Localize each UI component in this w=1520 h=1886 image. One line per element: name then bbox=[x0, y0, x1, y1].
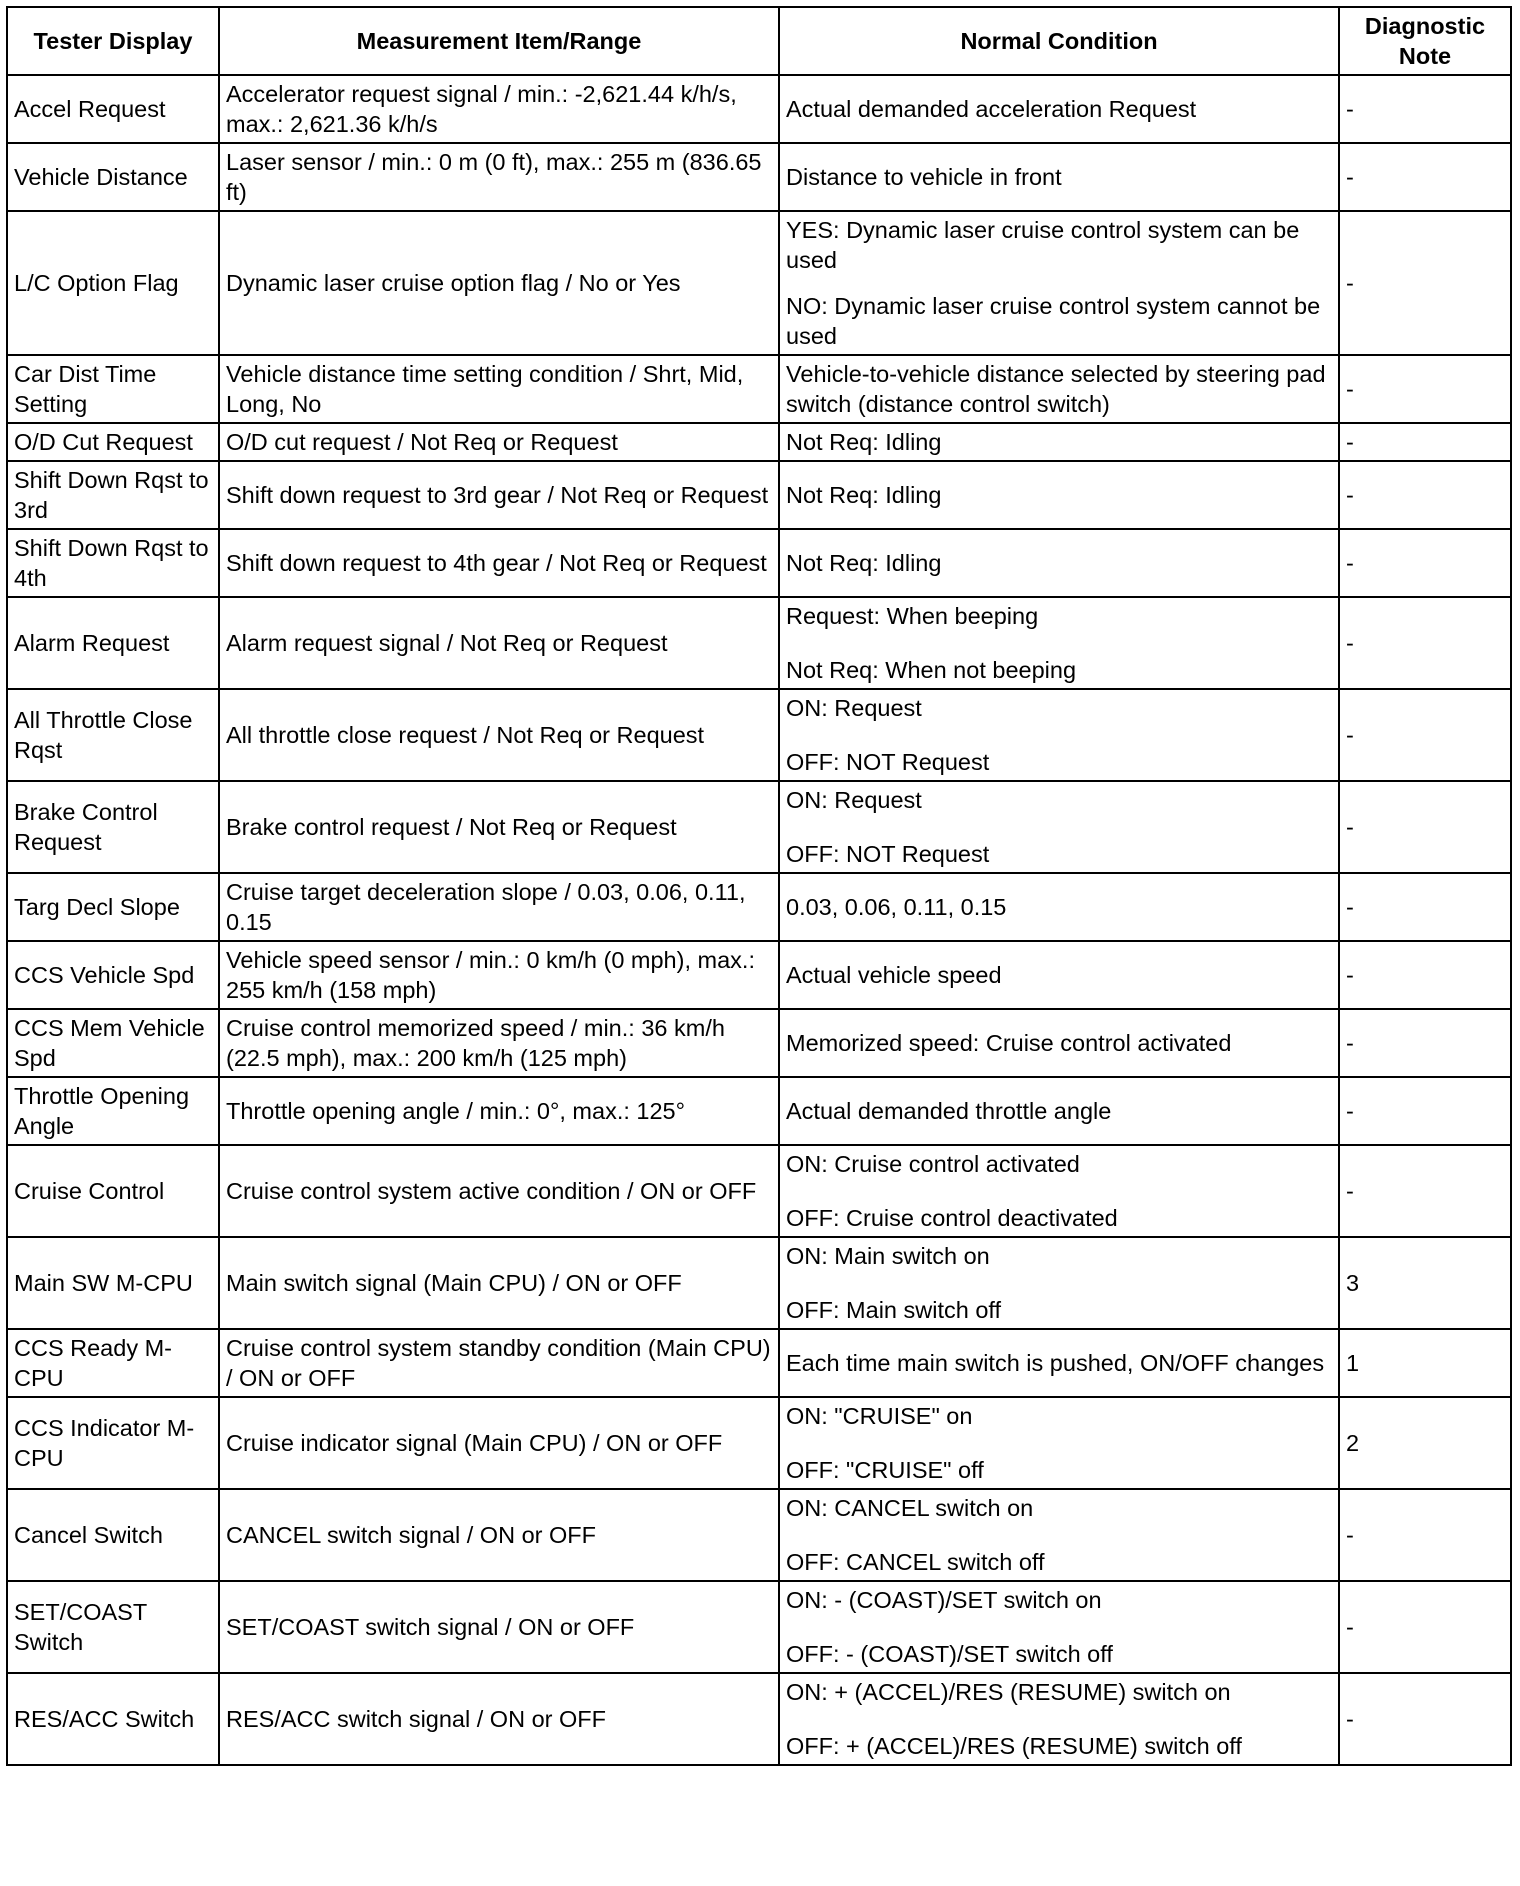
table-row bbox=[7, 1329, 1511, 1397]
tester-display-cell: Vehicle Distance bbox=[7, 143, 219, 211]
normal-condition-text: OFF: Main switch off bbox=[786, 1297, 1002, 1323]
normal-condition-cell bbox=[779, 1145, 1339, 1237]
header-diagnostic-note: Diagnostic Note bbox=[1339, 7, 1511, 75]
header-row bbox=[7, 7, 1511, 75]
tester-display-cell: Car Dist Time Setting bbox=[7, 355, 219, 423]
table-row bbox=[7, 529, 1511, 597]
measurement-cell: O/D cut request / Not Req or Request bbox=[219, 423, 779, 461]
normal-condition-text: Actual vehicle speed bbox=[786, 962, 1002, 988]
measurement-cell: Accelerator request signal / min.: -2,621.44 k/h/s, max.: 2,621.36 k/h/s bbox=[219, 75, 779, 143]
tester-display-cell: Accel Request bbox=[7, 75, 219, 143]
normal-condition-text: Not Req: When not beeping bbox=[786, 657, 1077, 683]
normal-condition-text: ON: Request bbox=[786, 695, 922, 721]
tester-display-cell: Cancel Switch bbox=[7, 1489, 219, 1581]
tester-display-cell: L/C Option Flag bbox=[7, 211, 219, 355]
normal-condition-cell bbox=[779, 211, 1339, 355]
tester-display-cell: O/D Cut Request bbox=[7, 423, 219, 461]
diagnostic-note-cell: 2 bbox=[1339, 1397, 1511, 1489]
tester-display-cell: Shift Down Rqst to 3rd bbox=[7, 461, 219, 529]
measurement-cell: Shift down request to 4th gear / Not Req or Request bbox=[219, 529, 779, 597]
measurement-cell: Cruise control system active condition / ON or OFF bbox=[219, 1145, 779, 1237]
tester-display-cell: Main SW M-CPU bbox=[7, 1237, 219, 1329]
tester-display-cell: CCS Vehicle Spd bbox=[7, 941, 219, 1009]
tester-display-cell: Throttle Opening Angle bbox=[7, 1077, 219, 1145]
table-row bbox=[7, 461, 1511, 529]
diagnostic-note-cell: - bbox=[1339, 1009, 1511, 1077]
table-row bbox=[7, 1673, 1511, 1765]
diagnostic-note-cell: - bbox=[1339, 689, 1511, 781]
table-row bbox=[7, 1489, 1511, 1581]
normal-condition-cell bbox=[779, 143, 1339, 211]
normal-condition-text: OFF: "CRUISE" off bbox=[786, 1457, 984, 1483]
measurement-cell: Alarm request signal / Not Req or Request bbox=[219, 597, 779, 689]
table-row bbox=[7, 355, 1511, 423]
normal-condition-text: Vehicle-to-vehicle distance selected by steering pad switch (distance control switch) bbox=[786, 361, 1326, 417]
normal-condition-text: Not Req: Idling bbox=[786, 550, 942, 576]
normal-condition-text: YES: Dynamic laser cruise control system can be used bbox=[786, 217, 1300, 273]
normal-condition-text: ON: Request bbox=[786, 787, 922, 813]
normal-condition-text: Each time main switch is pushed, ON/OFF changes bbox=[786, 1350, 1325, 1376]
table-row bbox=[7, 1581, 1511, 1673]
normal-condition-cell bbox=[779, 1489, 1339, 1581]
diagnostic-note-cell: - bbox=[1339, 423, 1511, 461]
normal-condition-cell bbox=[779, 1329, 1339, 1397]
normal-condition-cell bbox=[779, 689, 1339, 781]
tester-display-cell: SET/COAST Switch bbox=[7, 1581, 219, 1673]
normal-condition-cell bbox=[779, 873, 1339, 941]
diagnostic-note-cell: - bbox=[1339, 529, 1511, 597]
normal-condition-text: ON: + (ACCEL)/RES (RESUME) switch on bbox=[786, 1679, 1231, 1705]
normal-condition-cell bbox=[779, 1581, 1339, 1673]
header-normal-condition: Normal Condition bbox=[779, 7, 1339, 75]
table-row bbox=[7, 1237, 1511, 1329]
normal-condition-cell bbox=[779, 529, 1339, 597]
tester-display-cell: CCS Ready M-CPU bbox=[7, 1329, 219, 1397]
table-row bbox=[7, 597, 1511, 689]
normal-condition-text: Not Req: Idling bbox=[786, 482, 942, 508]
diagnostic-note-cell: - bbox=[1339, 597, 1511, 689]
diagnostic-note-cell: - bbox=[1339, 1581, 1511, 1673]
normal-condition-cell bbox=[779, 1009, 1339, 1077]
tester-display-cell: All Throttle Close Rqst bbox=[7, 689, 219, 781]
normal-condition-cell bbox=[779, 1237, 1339, 1329]
normal-condition-cell bbox=[779, 461, 1339, 529]
tester-display-cell: RES/ACC Switch bbox=[7, 1673, 219, 1765]
diagnostic-note-cell: - bbox=[1339, 1489, 1511, 1581]
normal-condition-text: Distance to vehicle in front bbox=[786, 164, 1062, 190]
measurement-cell: Dynamic laser cruise option flag / No or Yes bbox=[219, 211, 779, 355]
normal-condition-cell bbox=[779, 941, 1339, 1009]
measurement-cell: Cruise target deceleration slope / 0.03, 0.06, 0.11, 0.15 bbox=[219, 873, 779, 941]
normal-condition-text: Request: When beeping bbox=[786, 603, 1039, 629]
tester-display-cell: CCS Indicator M-CPU bbox=[7, 1397, 219, 1489]
diagnostic-note-cell: - bbox=[1339, 143, 1511, 211]
table-row bbox=[7, 1145, 1511, 1237]
table-row bbox=[7, 1009, 1511, 1077]
measurement-cell: SET/COAST switch signal / ON or OFF bbox=[219, 1581, 779, 1673]
normal-condition-text: OFF: Cruise control deactivated bbox=[786, 1205, 1118, 1231]
table-row bbox=[7, 1397, 1511, 1489]
tester-display-cell: Brake Control Request bbox=[7, 781, 219, 873]
measurement-cell: Laser sensor / min.: 0 m (0 ft), max.: 255 m (836.65 ft) bbox=[219, 143, 779, 211]
measurement-cell: Cruise indicator signal (Main CPU) / ON or OFF bbox=[219, 1397, 779, 1489]
normal-condition-text: OFF: - (COAST)/SET switch off bbox=[786, 1641, 1113, 1667]
table-row bbox=[7, 873, 1511, 941]
diagnostic-note-cell: - bbox=[1339, 1145, 1511, 1237]
normal-condition-text: ON: Cruise control activated bbox=[786, 1151, 1080, 1177]
diagnostic-note-cell: - bbox=[1339, 873, 1511, 941]
diagnostic-note-cell: - bbox=[1339, 1673, 1511, 1765]
table-body bbox=[7, 75, 1511, 1765]
measurement-cell: Vehicle speed sensor / min.: 0 km/h (0 mph), max.: 255 km/h (158 mph) bbox=[219, 941, 779, 1009]
table-row bbox=[7, 781, 1511, 873]
normal-condition-cell bbox=[779, 1673, 1339, 1765]
normal-condition-text: ON: Main switch on bbox=[786, 1243, 990, 1269]
diagnostic-note-cell: - bbox=[1339, 461, 1511, 529]
tester-display-cell: Cruise Control bbox=[7, 1145, 219, 1237]
diagnostic-note-cell: 1 bbox=[1339, 1329, 1511, 1397]
measurement-cell: Cruise control memorized speed / min.: 36 km/h (22.5 mph), max.: 200 km/h (125 mph) bbox=[219, 1009, 779, 1077]
normal-condition-text: ON: CANCEL switch on bbox=[786, 1495, 1034, 1521]
header-measurement: Measurement Item/Range bbox=[219, 7, 779, 75]
diagnostic-note-cell: - bbox=[1339, 941, 1511, 1009]
tester-display-cell: Alarm Request bbox=[7, 597, 219, 689]
data-list-table bbox=[6, 6, 1512, 1766]
measurement-cell: Vehicle distance time setting condition / Shrt, Mid, Long, No bbox=[219, 355, 779, 423]
normal-condition-text: Not Req: Idling bbox=[786, 429, 942, 455]
tester-display-cell: Shift Down Rqst to 4th bbox=[7, 529, 219, 597]
normal-condition-text: NO: Dynamic laser cruise control system cannot be used bbox=[786, 293, 1321, 349]
measurement-cell: Shift down request to 3rd gear / Not Req or Request bbox=[219, 461, 779, 529]
table-row bbox=[7, 211, 1511, 355]
normal-condition-text: Actual demanded acceleration Request bbox=[786, 96, 1197, 122]
normal-condition-text: Actual demanded throttle angle bbox=[786, 1098, 1112, 1124]
diagnostic-note-cell: - bbox=[1339, 355, 1511, 423]
normal-condition-cell bbox=[779, 1077, 1339, 1145]
normal-condition-cell bbox=[779, 75, 1339, 143]
normal-condition-cell bbox=[779, 597, 1339, 689]
normal-condition-cell bbox=[779, 355, 1339, 423]
normal-condition-text: ON: "CRUISE" on bbox=[786, 1403, 973, 1429]
normal-condition-text: Memorized speed: Cruise control activated bbox=[786, 1030, 1232, 1056]
header-tester-display: Tester Display bbox=[7, 7, 219, 75]
measurement-cell: RES/ACC switch signal / ON or OFF bbox=[219, 1673, 779, 1765]
diagnostic-note-cell: - bbox=[1339, 781, 1511, 873]
normal-condition-text: 0.03, 0.06, 0.11, 0.15 bbox=[786, 894, 1007, 920]
normal-condition-text: OFF: + (ACCEL)/RES (RESUME) switch off bbox=[786, 1733, 1242, 1759]
measurement-cell: Throttle opening angle / min.: 0°, max.: 125° bbox=[219, 1077, 779, 1145]
measurement-cell: All throttle close request / Not Req or Request bbox=[219, 689, 779, 781]
diagnostic-note-cell: - bbox=[1339, 75, 1511, 143]
measurement-cell: Brake control request / Not Req or Request bbox=[219, 781, 779, 873]
table-row bbox=[7, 1077, 1511, 1145]
diagnostic-note-cell: - bbox=[1339, 211, 1511, 355]
table-row bbox=[7, 941, 1511, 1009]
normal-condition-cell bbox=[779, 781, 1339, 873]
normal-condition-text: ON: - (COAST)/SET switch on bbox=[786, 1587, 1102, 1613]
normal-condition-cell bbox=[779, 423, 1339, 461]
diagnostic-note-cell: 3 bbox=[1339, 1237, 1511, 1329]
measurement-cell: Main switch signal (Main CPU) / ON or OFF bbox=[219, 1237, 779, 1329]
measurement-cell: Cruise control system standby condition (Main CPU) / ON or OFF bbox=[219, 1329, 779, 1397]
tester-display-cell: CCS Mem Vehicle Spd bbox=[7, 1009, 219, 1077]
table-row bbox=[7, 423, 1511, 461]
normal-condition-text: OFF: NOT Request bbox=[786, 749, 990, 775]
normal-condition-cell bbox=[779, 1397, 1339, 1489]
table-row bbox=[7, 689, 1511, 781]
normal-condition-text: OFF: CANCEL switch off bbox=[786, 1549, 1045, 1575]
measurement-cell: CANCEL switch signal / ON or OFF bbox=[219, 1489, 779, 1581]
diagnostic-note-cell: - bbox=[1339, 1077, 1511, 1145]
normal-condition-text: OFF: NOT Request bbox=[786, 841, 990, 867]
table-row bbox=[7, 143, 1511, 211]
tester-display-cell: Targ Decl Slope bbox=[7, 873, 219, 941]
table-row bbox=[7, 75, 1511, 143]
